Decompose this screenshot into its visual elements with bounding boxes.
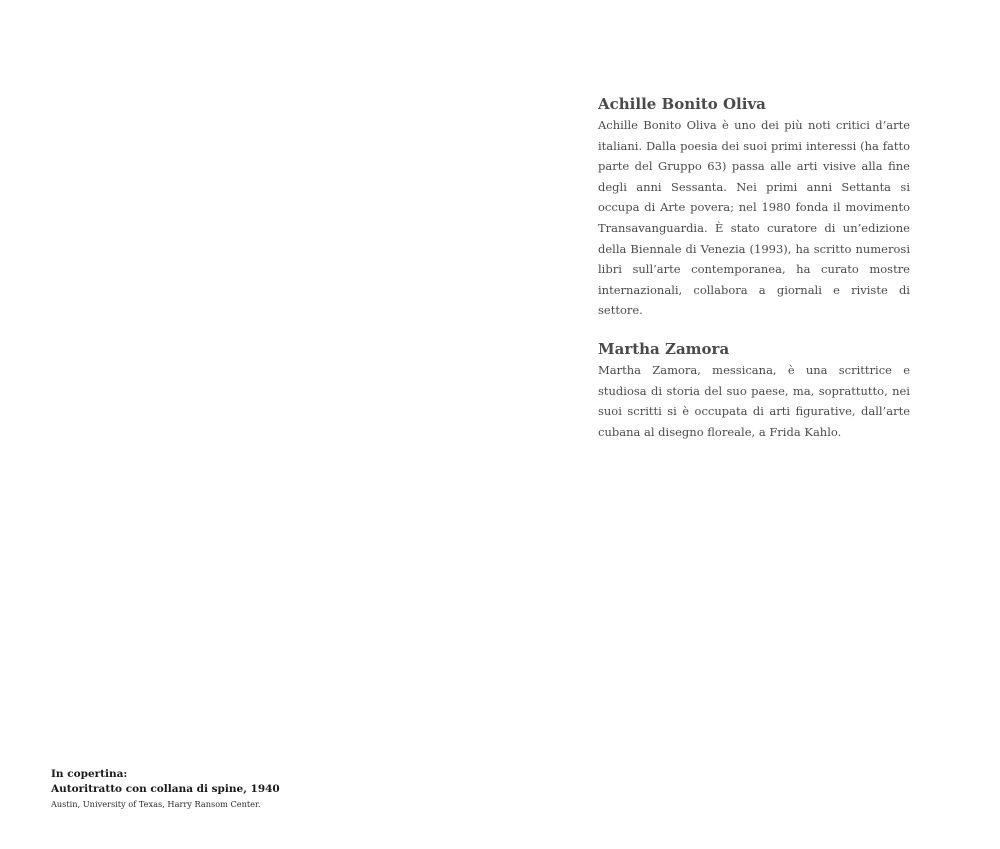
bio-name: Martha Zamora xyxy=(598,339,730,358)
cover-artwork-title: Autoritratto con collana di spine, 1940 xyxy=(51,783,280,795)
bio-text: Achille Bonito Oliva è uno dei più noti critici d’arte italiani. Dalla poesia dei suoi primi interessi (ha fatto parte del Gruppo 63) passa alle arti visive alla fine degli anni Sessanta. Nei primi anni Settanta si occupa di Arte povera; nel 1980 fonda il movimento Transavanguardia. È stato curatore di un’edizione della Biennale di Venezia (1993), ha scritto numerosi libri sull’arte contemporanea, ha curato mostre internazionali, collabora a giornali e riviste di settore. xyxy=(598,118,910,318)
cover-credit-label: In copertina: xyxy=(51,768,128,780)
cover-artwork-source: Austin, University of Texas, Harry Ransom Center. xyxy=(51,799,261,809)
bio-text: Martha Zamora, messicana, è una scrittrice e studiosa di storia del suo paese, ma, soprattutto, nei suoi scritti si è occupata di arti figurative, dall’arte cubana al disegno floreale, a Frida Kahlo. xyxy=(598,362,910,439)
cover-credit xyxy=(51,767,351,811)
author-bios xyxy=(598,93,910,442)
bio-martha-zamora xyxy=(598,338,910,442)
bio-achille-bonito-oliva xyxy=(598,93,910,321)
bio-name: Achille Bonito Oliva xyxy=(598,95,766,113)
